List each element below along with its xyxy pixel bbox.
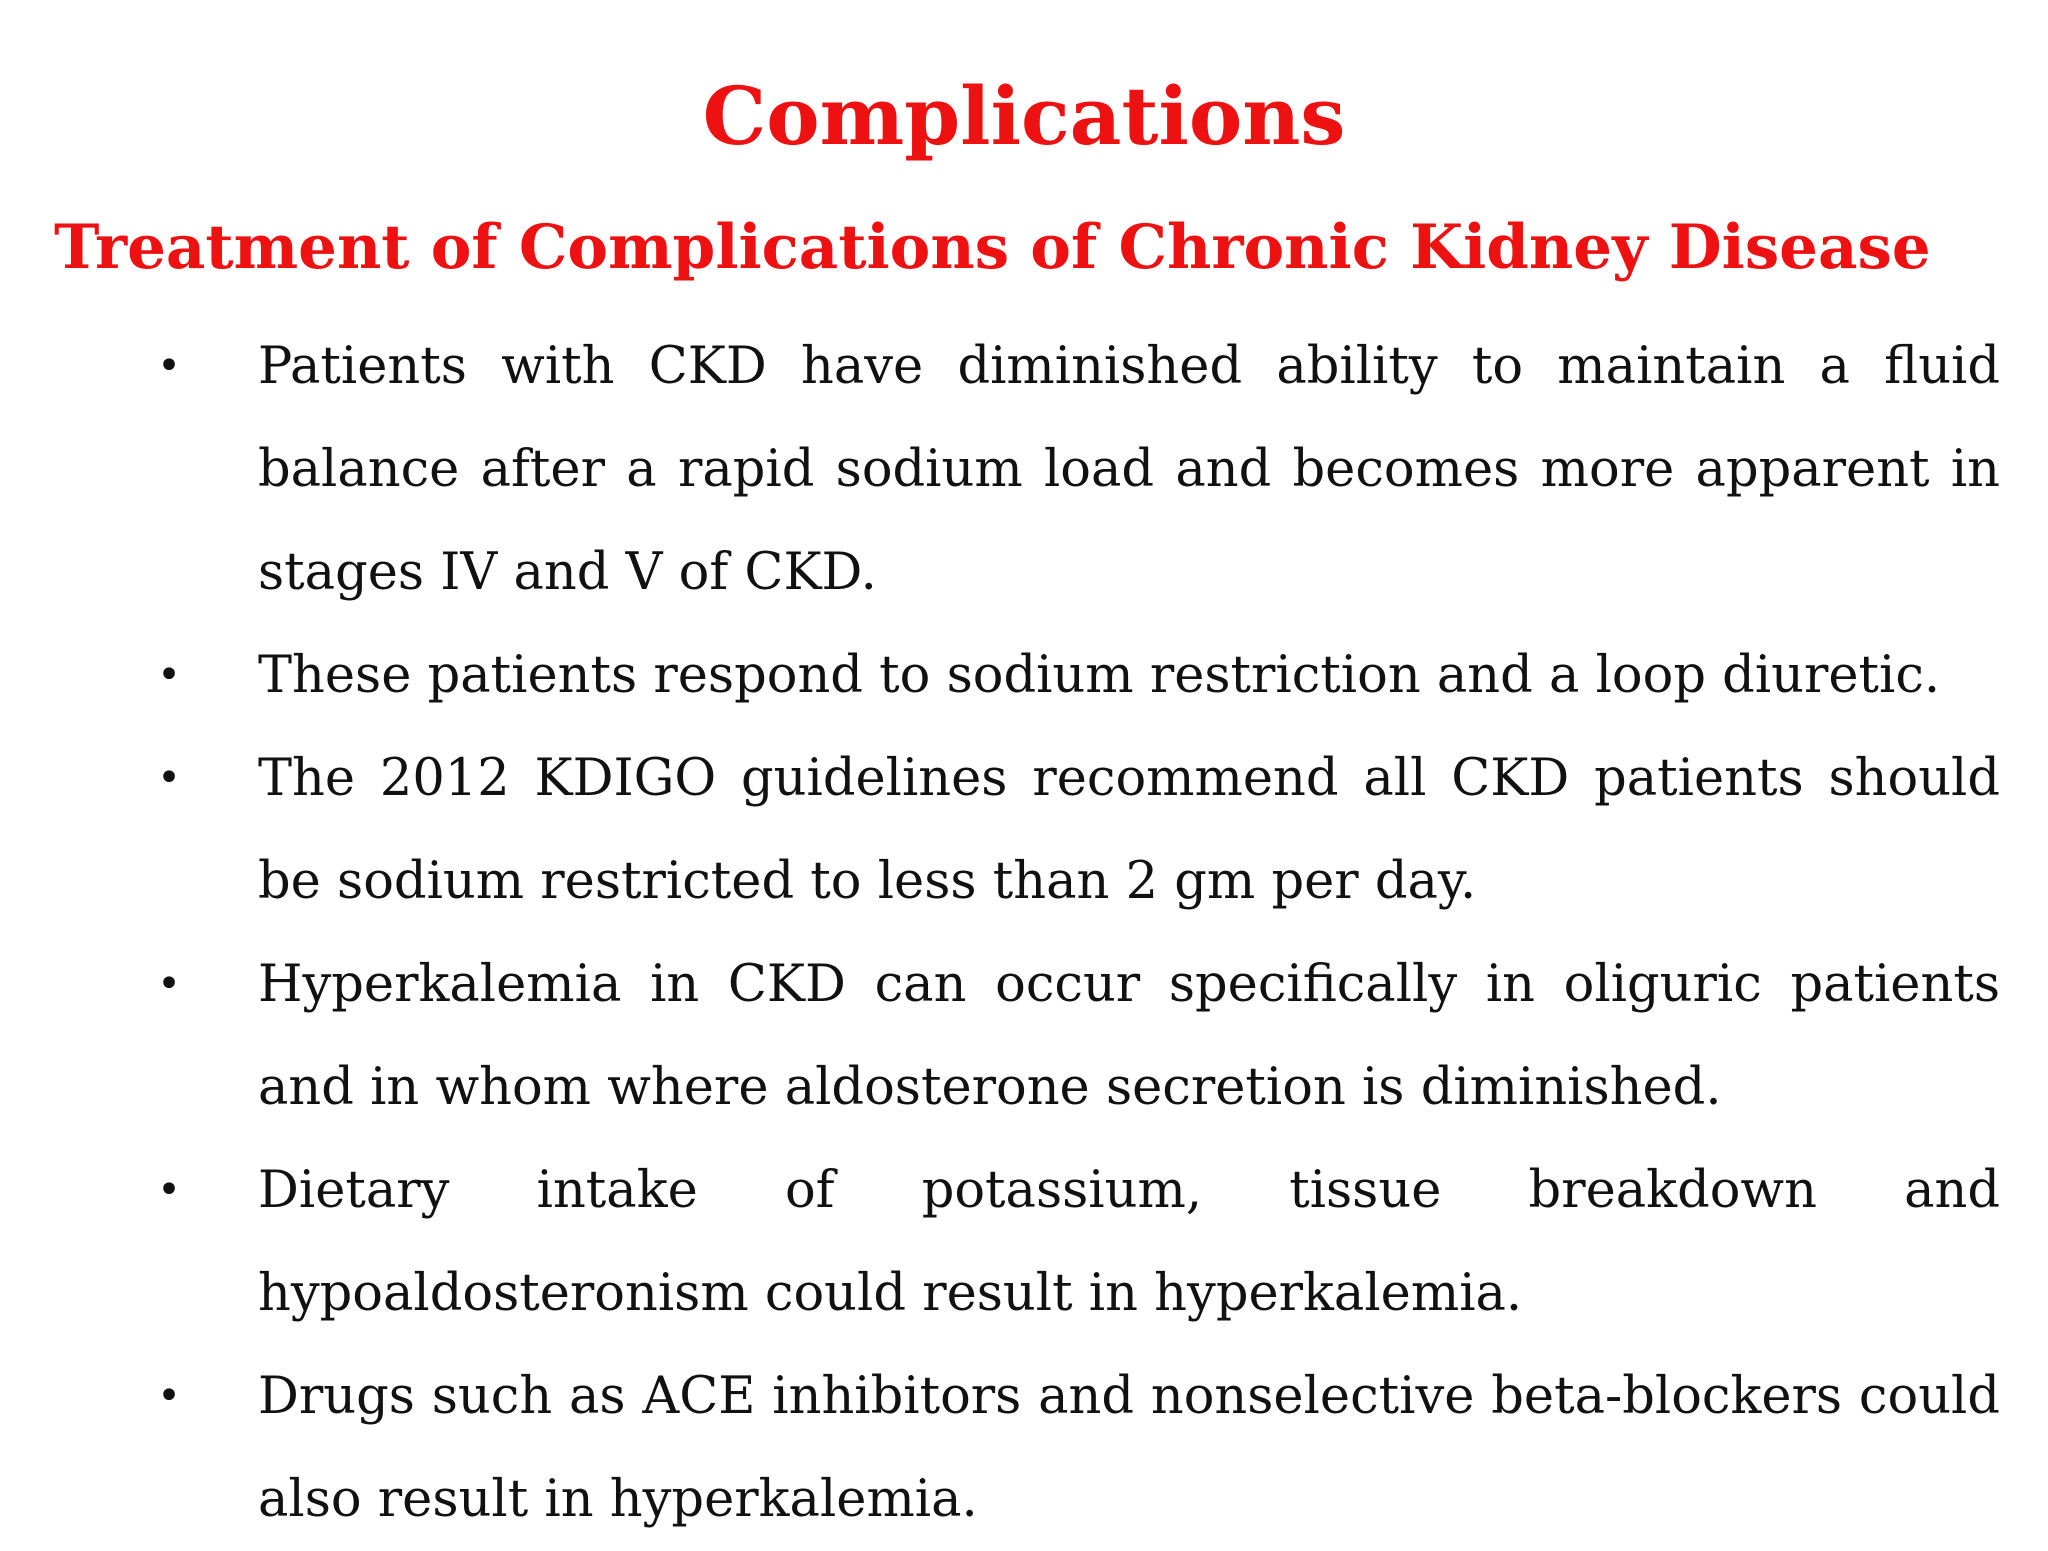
bullet-item xyxy=(0,1139,2000,1345)
bullet-icon: • xyxy=(157,755,181,801)
bullet-icon: • xyxy=(157,1373,181,1419)
bullet-text: These patients respond to sodium restriction and a loop diuretic. xyxy=(258,646,1941,705)
bullet-item xyxy=(0,315,2000,624)
bullet-list xyxy=(0,315,2048,1551)
bullet-text: The 2012 KDIGO guidelines recommend all CKD patients should be sodium restricted to less than 2 gm per day. xyxy=(258,749,2000,911)
bullet-item xyxy=(0,1345,2000,1551)
bullet-item xyxy=(0,933,2000,1139)
bullet-text: Dietary intake of potassium, tissue breakdown and hypoaldosteronism could result in hyperkalemia. xyxy=(258,1161,2000,1323)
bullet-text: Hyperkalemia in CKD can occur specifically in oliguric patients and in whom where aldosterone secretion is diminished. xyxy=(258,955,2000,1117)
bullet-item xyxy=(0,624,2000,727)
bullet-text: Patients with CKD have diminished ability to maintain a fluid balance after a rapid sodium load and becomes more apparent in stages IV and V of CKD. xyxy=(258,337,2000,602)
slide-title: Complications xyxy=(702,69,1346,163)
bullet-text: Drugs such as ACE inhibitors and nonselective beta-blockers could also result in hyperkalemia. xyxy=(258,1367,2000,1529)
bullet-icon: • xyxy=(157,1167,181,1213)
bullet-icon: • xyxy=(157,652,181,698)
bullet-icon: • xyxy=(157,343,181,389)
bullet-icon: • xyxy=(157,961,181,1007)
bullet-item xyxy=(0,727,2000,933)
slide-subtitle: Treatment of Complications of Chronic Kidney Disease xyxy=(54,212,1931,283)
